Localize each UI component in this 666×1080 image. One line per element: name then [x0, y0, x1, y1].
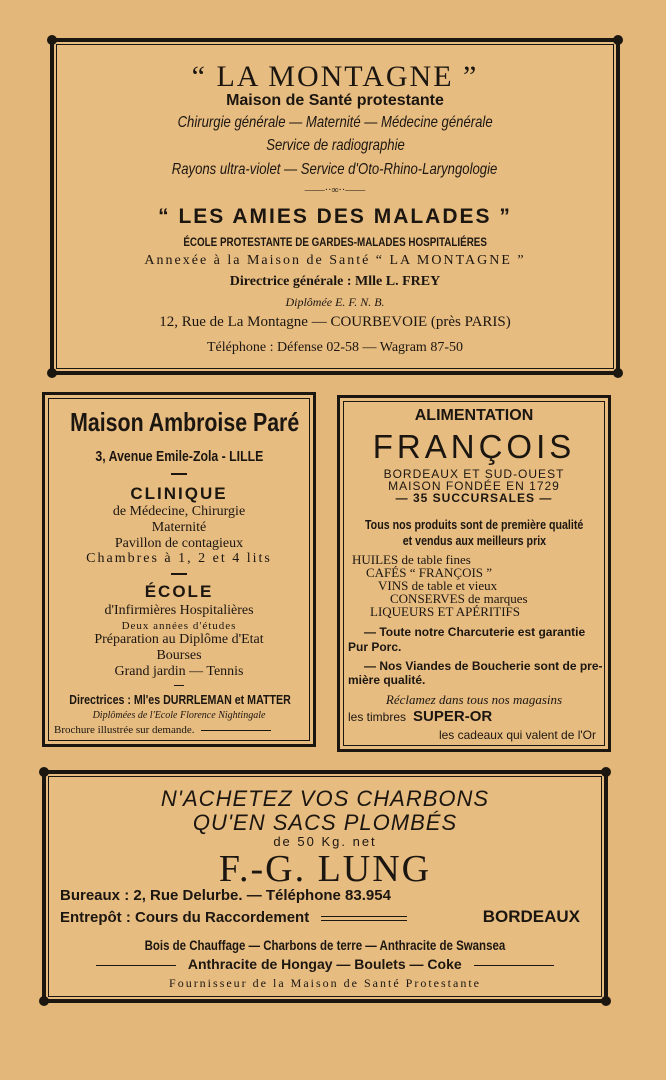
quality-line-2: et vendus aux meilleurs prix: [402, 533, 546, 548]
annex-line: Annexée à la Maison de Santé “ LA MONTAGNE ”: [144, 253, 526, 268]
branches-line: — 35 SUCCURSALES —: [395, 491, 553, 505]
ambroise-pare-address: 3, Avenue Emile-Zola - LILLE: [95, 448, 263, 465]
director-line: Directrice générale : Mlle L. FREY: [229, 274, 441, 289]
office-line: Bureaux : 2, Rue Delurbe. — Téléphone 83.954: [60, 887, 391, 904]
corner-ornament: [601, 767, 611, 777]
divider-ornament: ——··∞··——: [304, 185, 366, 196]
stamps-prefix: les timbres: [348, 710, 407, 724]
corner-ornament: [39, 996, 49, 1006]
rule: [474, 965, 554, 966]
clinic-line-3: Pavillon de contagieux: [114, 536, 244, 551]
ornament-rule: [171, 573, 187, 575]
meat-line-2: mière qualité.: [348, 673, 426, 687]
bordeaux-label: BORDEAUX: [482, 907, 580, 926]
directors-note: Diplômées de l'Ecole Florence Nightingale: [92, 710, 266, 721]
ad-maison-ambroise-pare: [42, 392, 316, 747]
product-cafes: CAFÉS “ FRANÇOIS ”: [366, 565, 493, 580]
product-vins: VINS de table et vieux: [378, 578, 498, 593]
la-montagne-subtitle: Maison de Santé protestante: [226, 92, 444, 109]
product-conserves: CONSERVES de marques: [390, 591, 528, 606]
school-heading: ÉCOLE: [144, 582, 214, 601]
directors-line: Directrices : Ml'es DURRLEMAN et MATTER: [69, 692, 291, 707]
ornament-rule: [174, 685, 184, 686]
services-line-1: Chirurgie générale — Maternité — Médecine générale: [177, 114, 493, 131]
corner-ornament: [613, 35, 623, 45]
phone-line: Téléphone : Défense 02-58 — Wagram 87-50: [207, 340, 463, 355]
school-line-4: Bourses: [156, 648, 202, 663]
school-line-1: d'Infirmières Hospitalières: [104, 603, 254, 618]
brochure-line: Brochure illustrée sur demande.: [54, 724, 195, 736]
rule: [201, 730, 271, 731]
diploma-line: Diplômée E. F. N. B.: [285, 295, 385, 309]
ambroise-pare-title: Maison Ambroise Paré: [70, 407, 300, 437]
rule: [321, 916, 407, 921]
super-or-brand: SUPER-OR: [413, 708, 493, 725]
services-line-3: Rayons ultra-violet — Service d'Oto-Rhino-Laryngologie: [172, 161, 498, 178]
charbons-line-1: N'ACHETEZ VOS CHARBONS: [160, 786, 490, 811]
services-line-2: Service de radiographie: [265, 137, 405, 154]
charbons-line-3: de 50 Kg. net: [273, 834, 377, 849]
product-huiles: HUILES de table fines: [352, 552, 471, 567]
claim-line: Réclamez dans tous nos magasins: [385, 692, 563, 707]
fg-lung-company: F.-G. LUNG: [218, 848, 432, 890]
school-line-2: Deux années d'études: [121, 620, 237, 632]
region-line: BORDEAUX ET SUD-OUEST: [383, 467, 565, 481]
school-line-5: Grand jardin — Tennis: [114, 664, 244, 679]
ad-la-montagne: [50, 38, 620, 375]
school-description: ÉCOLE PROTESTANTE DE GARDES-MALADES HOSPITALIÉRES: [183, 235, 487, 249]
francois-brand: FRANÇOIS: [372, 428, 576, 465]
product-liqueurs: LIQUEURS ET APÉRITIFS: [370, 604, 520, 619]
corner-ornament: [601, 996, 611, 1006]
ad-alimentation-francois: [337, 395, 611, 752]
clinic-line-4: Chambres à 1, 2 et 4 lits: [86, 551, 272, 566]
products-line-1: Bois de Chauffage — Charbons de terre — Anthracite de Swansea: [144, 937, 506, 953]
products-line-2: Anthracite de Hongay — Boulets — Coke: [187, 956, 462, 972]
rule: [96, 965, 176, 966]
stamps-tagline: les cadeaux qui valent de l'Or: [438, 728, 596, 742]
corner-ornament: [613, 368, 623, 378]
alimentation-header: ALIMENTATION: [414, 407, 534, 424]
charcuterie-line-2: Pur Porc.: [348, 640, 402, 654]
charcuterie-line-1: — Toute notre Charcuterie est garantie: [364, 625, 586, 639]
address-line: 12, Rue de La Montagne — COURBEVOIE (près PARIS): [159, 314, 511, 330]
amies-des-malades-title: “ LES AMIES DES MALADES ”: [158, 205, 512, 228]
ornament-rule: [171, 473, 187, 475]
corner-ornament: [47, 368, 57, 378]
meat-line-1: — Nos Viandes de Boucherie sont de pre-: [364, 659, 603, 673]
clinic-heading: CLINIQUE: [130, 484, 228, 503]
clinic-line-2: Maternité: [151, 520, 207, 535]
corner-ornament: [47, 35, 57, 45]
depot-line: Entrepôt : Cours du Raccordement: [60, 909, 310, 926]
supplier-line: Fournisseur de la Maison de Santé Protestante: [169, 976, 481, 990]
quality-line-1: Tous nos produits sont de première qualité: [364, 517, 584, 532]
founded-line: MAISON FONDÉE EN 1729: [388, 479, 560, 493]
corner-ornament: [39, 767, 49, 777]
ad-fg-lung: [42, 770, 608, 1003]
school-line-3: Préparation au Diplôme d'Etat: [94, 632, 264, 647]
la-montagne-title: “ LA MONTAGNE ”: [191, 60, 479, 93]
charbons-line-2: QU'EN SACS PLOMBÉS: [192, 810, 458, 835]
clinic-line-1: de Médecine, Chirurgie: [112, 504, 246, 519]
